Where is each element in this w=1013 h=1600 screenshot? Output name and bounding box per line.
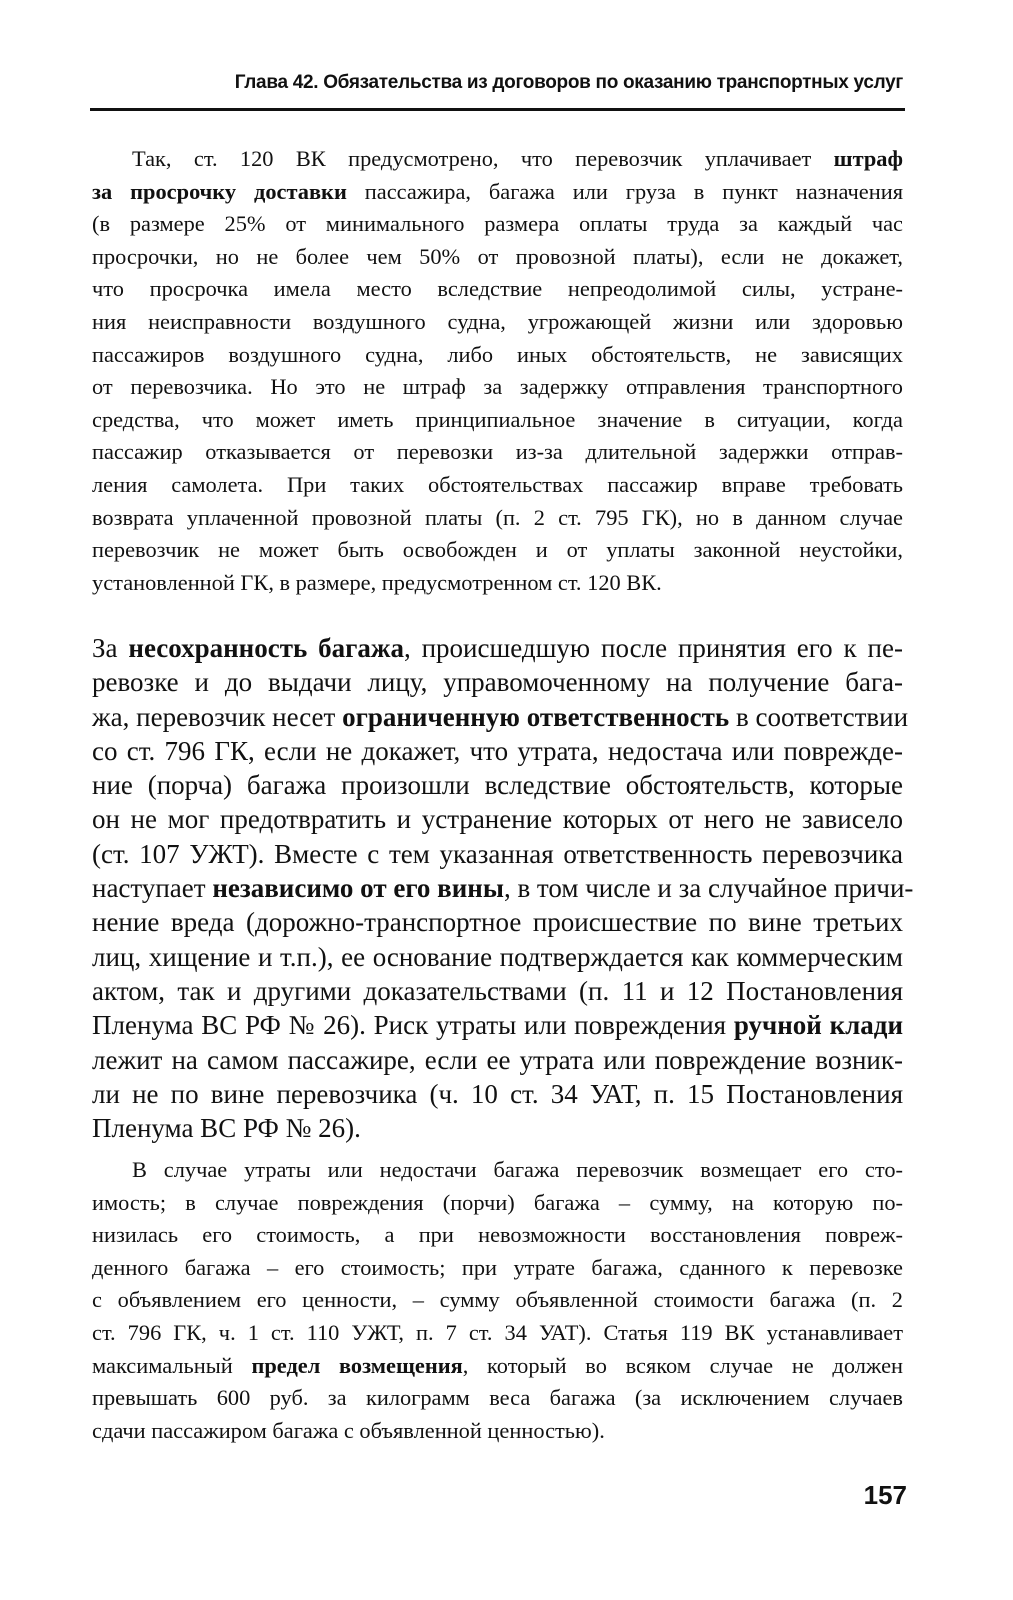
text-line: (ст. 107 УЖТ). Вместе с тем указанная ответственность перевозчика	[92, 838, 903, 869]
text-line: ние (порча) багажа произошли вследствие обстоятельств, которые	[92, 770, 903, 801]
text-line: сдачи пассажиром багажа с объявленной ценностью).	[92, 1417, 605, 1443]
bold-term: штраф	[833, 146, 903, 171]
text-line: превышать 600 руб. за килограмм веса багажа (за исключением случаев	[92, 1385, 903, 1411]
text-line: от перевозчика. Но это не штраф за задержку отправления транспортного	[92, 374, 903, 400]
text-line: ст. 796 ГК, ч. 1 ст. 110 УЖТ, п. 7 ст. 34 УАТ). Статья 119 ВК устанавливает	[92, 1319, 903, 1345]
text-line: пассажиров воздушного судна, либо иных обстоятельств, не зависящих	[92, 341, 903, 367]
text-line: пассажир отказывается от перевозки из-за длительной задержки отправ-	[92, 439, 903, 465]
bold-term: ручной клади	[733, 1010, 904, 1041]
text-line: лежит на самом пассажире, если ее утрата или повреждение возник-	[92, 1044, 903, 1075]
paragraph-baggage-compensation	[92, 1154, 903, 1447]
text-line: установленной ГК, в размере, предусмотренном ст. 120 ВК.	[92, 569, 662, 595]
text-line: средства, что может иметь принципиальное значение в ситуации, когда	[92, 406, 903, 432]
text-line: Так, ст. 120 ВК предусмотрено, что перевозчик уплачивает штраф	[132, 146, 903, 171]
text-line: Пленума ВС РФ № 26). Риск утраты или повреждения ручной клади	[92, 1010, 904, 1041]
text-line: ления самолета. При таких обстоятельствах пассажир вправе требовать	[92, 471, 903, 497]
text-line: за просрочку доставки пассажира, багажа или груза в пункт назначения	[92, 178, 904, 204]
text-line: имость; в случае повреждения (порчи) багажа – сумму, на которую по-	[92, 1189, 903, 1215]
text-line: Пленума ВС РФ № 26).	[92, 1113, 361, 1144]
page-number: 157	[863, 1480, 907, 1510]
text-line: За несохранность багажа, происшедшую после принятия его к пе-	[92, 633, 903, 663]
text-line: (в размере 25% от минимального размера оплаты труда за каждый час	[92, 211, 903, 237]
bold-term: за просрочку доставки	[92, 178, 347, 204]
text-line: со ст. 796 ГК, если не докажет, что утрата, недостача или поврежде-	[92, 735, 903, 766]
text-line: денного багажа – его стоимость; при утрате багажа, сданного к перевозке	[92, 1254, 903, 1280]
text-line: жа, перевозчик несет ограниченную ответственность в соответствии	[92, 701, 909, 732]
text-line: просрочки, но не более чем 50% от провозной платы), если не докажет,	[92, 243, 903, 269]
bold-term: предел возмещения	[251, 1352, 463, 1378]
text-line: с объявлением его ценности, – сумму объявленной стоимости багажа (п. 2	[92, 1287, 903, 1313]
paragraph-baggage-liability	[92, 631, 914, 1145]
text-line: возврата уплаченной провозной платы (п. 2 ст. 795 ГК), но в данном случае	[92, 504, 903, 530]
text-line: лиц, хищение и т.п.), ее основание подтверждается как коммерческим	[92, 941, 903, 972]
text-line: ния неисправности воздушного судна, угрожающей жизни или здоровью	[92, 308, 903, 334]
text-line: В случае утраты или недостачи багажа перевозчик возмещает его сто-	[132, 1157, 903, 1182]
text-line: низилась его стоимость, а при невозможности восстановления повреж-	[92, 1222, 903, 1248]
text-line: перевозчик не может быть освобожден и от уплаты законной неустойки,	[92, 537, 903, 563]
bold-term: ограниченную ответственность	[342, 701, 730, 732]
text-line: актом, так и другими доказательствами (п. 11 и 12 Постановления	[92, 975, 903, 1006]
text-line: максимальный предел возмещения, который во всяком случае не должен	[92, 1352, 903, 1378]
header-rule	[90, 108, 905, 111]
text-line: что просрочка имела место вследствие непреодолимой силы, устране-	[92, 276, 903, 302]
bold-term: независимо от его вины	[212, 873, 504, 904]
text-line: он не мог предотвратить и устранение которых от него не зависело	[92, 804, 903, 835]
bold-term: несохранность багажа	[128, 633, 404, 663]
text-line: ли не по вине перевозчика (ч. 10 ст. 34 УАТ, п. 15 Постановления	[92, 1078, 903, 1109]
text-line: наступает независимо от его вины, в том числе и за случайное причи-	[92, 873, 914, 904]
text-line: нение вреда (дорожно-транспортное происшествие по вине третьих	[92, 907, 903, 938]
text-line: ревозке и до выдачи лицу, управомоченному на получение бага-	[92, 667, 903, 698]
running-header: Глава 42. Обязательства из договоров по оказанию транспортных услуг	[234, 72, 903, 93]
paragraph-penalty-delay	[92, 143, 903, 599]
